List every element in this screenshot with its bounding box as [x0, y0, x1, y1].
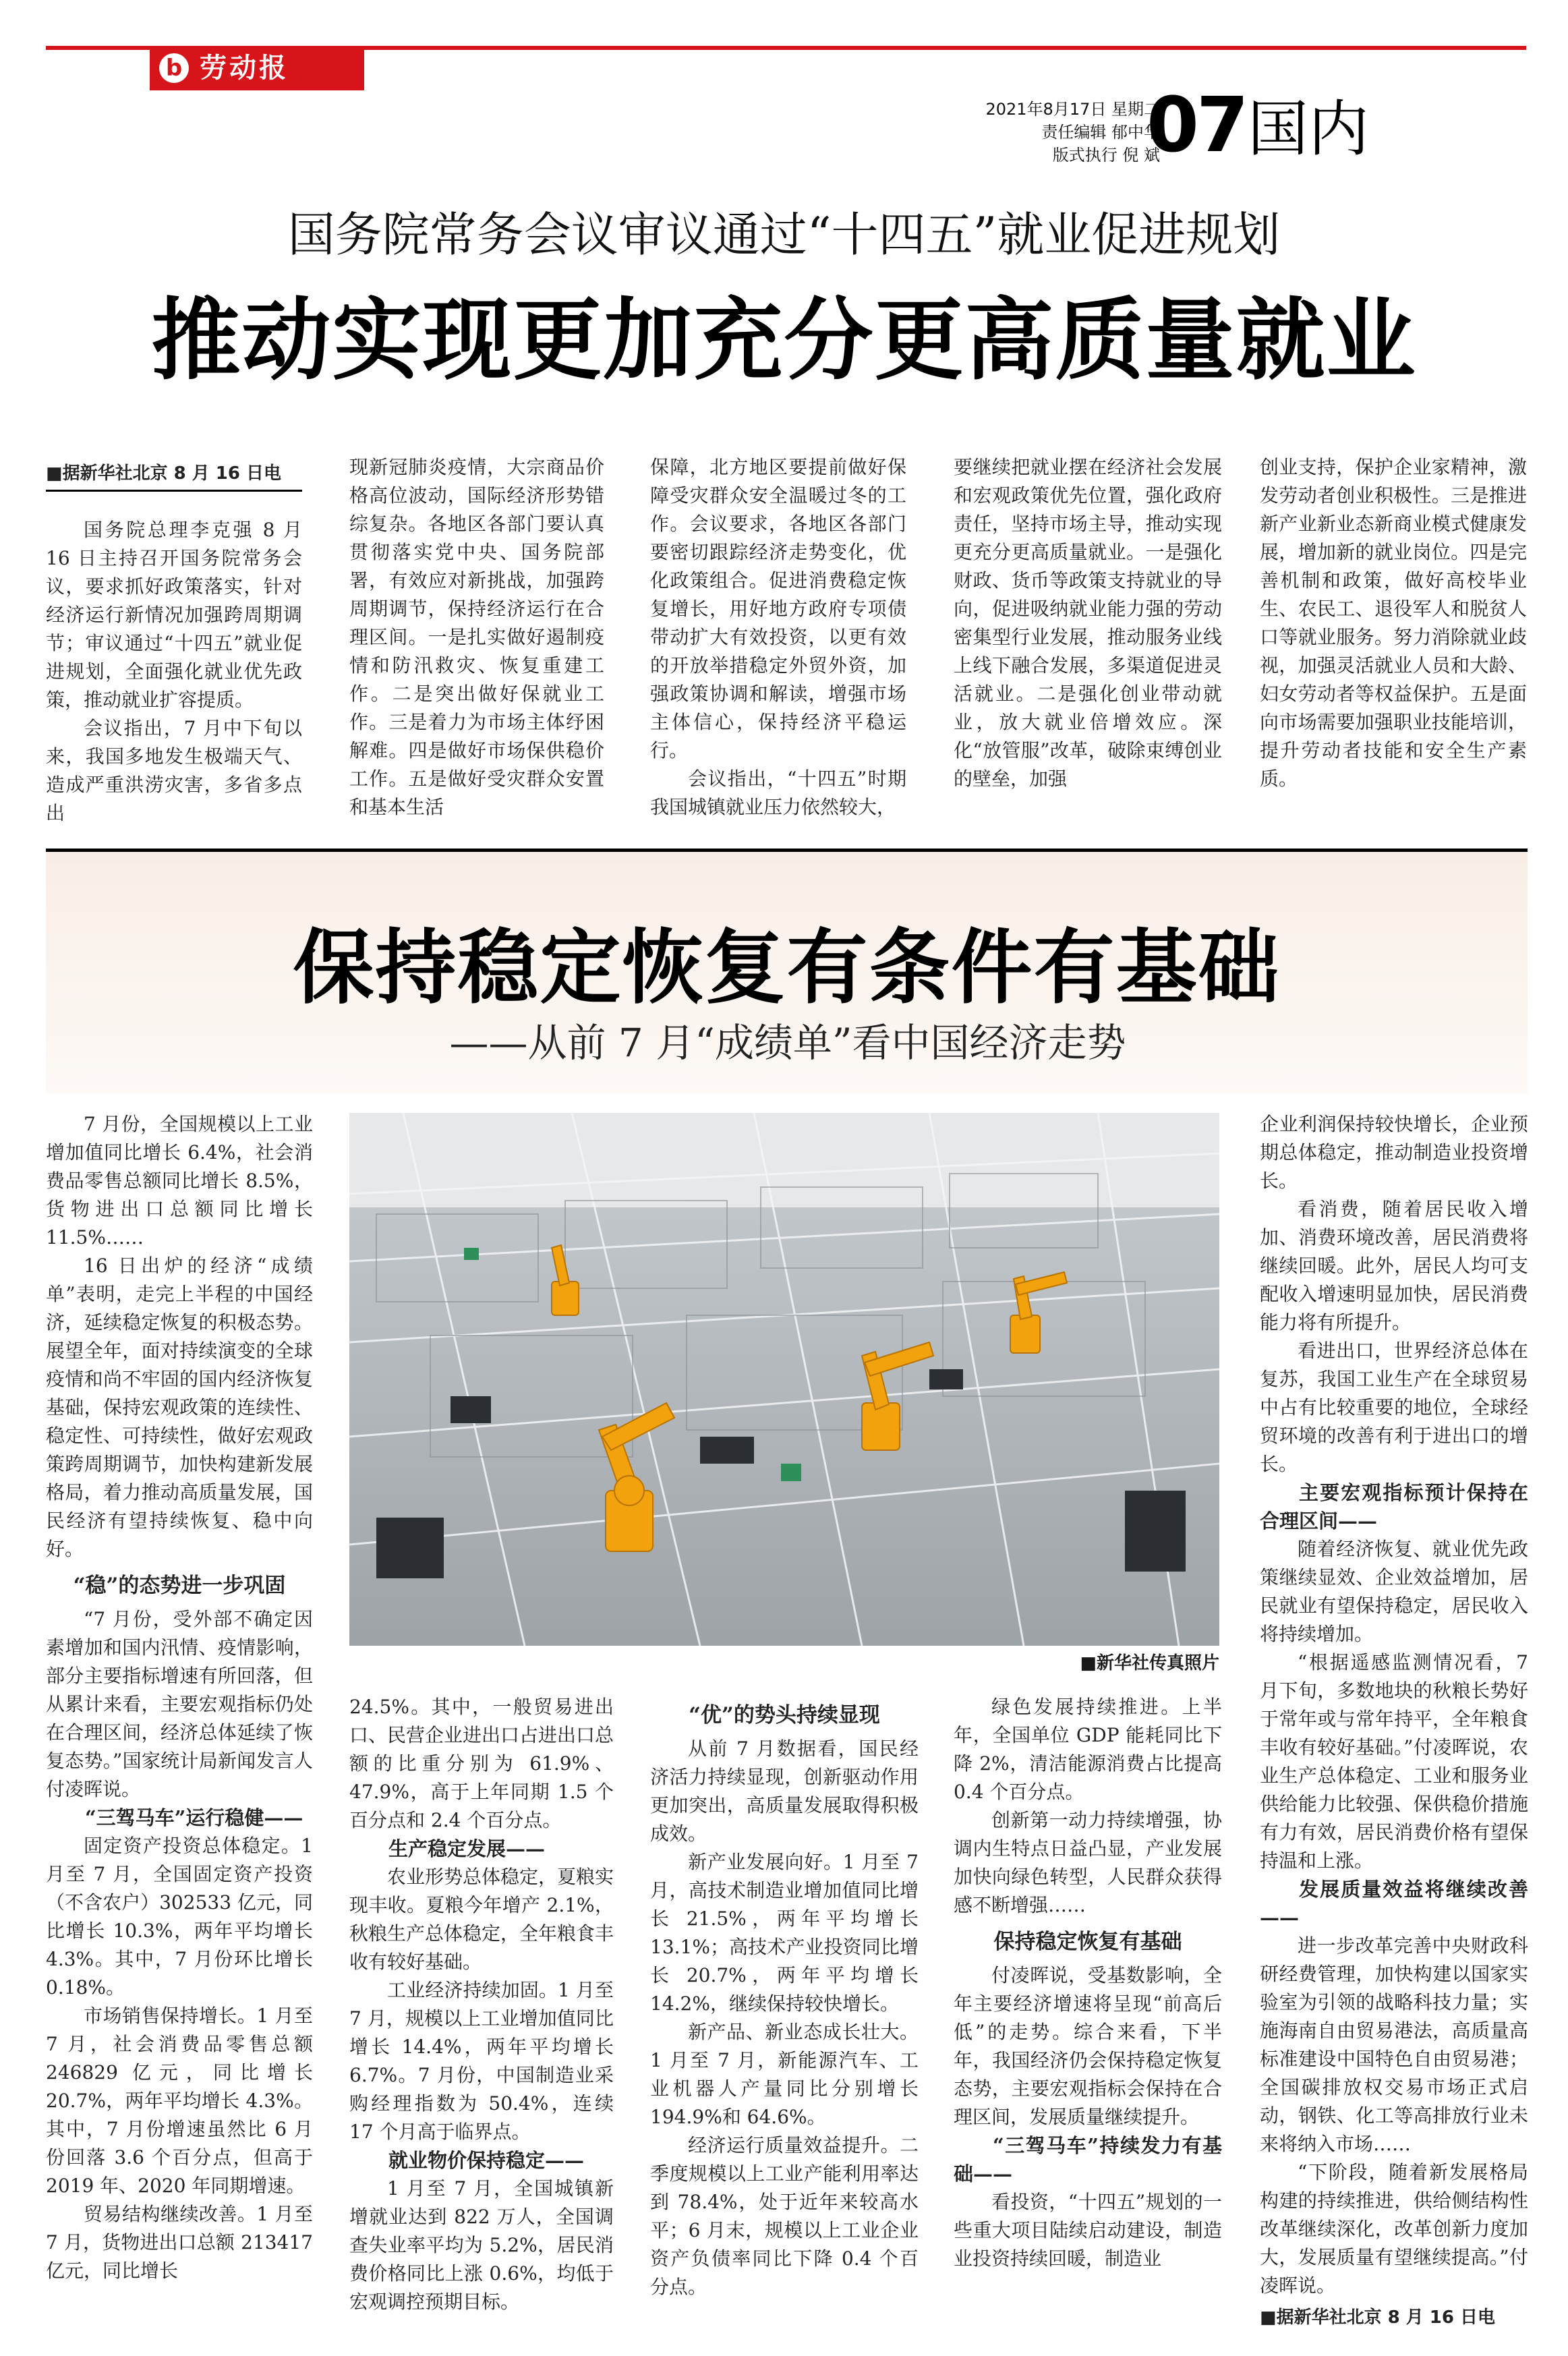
article1-kicker: 国务院常务会议审议通过“十四五”就业促进规划	[287, 207, 1281, 262]
article2-col1	[46, 1110, 313, 2285]
paper-name: 劳动报	[200, 52, 289, 84]
article2-subhead: ——从前 7 月“成绩单”看中国经济走势	[449, 1020, 1126, 1066]
robotic-arms-workshop-image	[349, 1113, 1219, 1646]
paragraph: 24.5%。其中，一般贸易进出口、民营企业进出口占进出口总额的比重分别为 61.9%、47.9%，高于上年同期 1.5 个百分点和 2.4 个百分点。	[349, 1696, 614, 1831]
paragraph: 现新冠肺炎疫情，大宗商品价格高位波动，国际经济形势错综复杂。各地区各部门要认真贯彻落实党中央、国务院部署，有效应对新挑战，加强跨周期调节，保持经济运行在合理区间。一是扎实做好遏制疫情和防汛救灾、恢复重建工作。二是突出做好保就业工作。三是着力为市场主体纾困解难。四是做好市场保供稳价工作。五是做好受灾群众安置和基本生活	[349, 456, 604, 818]
paragraph: 16 日出炉的经济“成绩单”表明，走完上半程的中国经济，延续稳定恢复的积极态势。展望全年，面对持续演变的全球疫情和尚不牢固的国内经济恢复基础，保持宏观政策的连续性、稳定性、可持续性，做好宏观政策跨周期调节，加快构建新发展格局，着力推动高质量发展，国民经济有望持续恢复、稳中向好。	[46, 1255, 313, 1560]
bold-lead: 就业物价保持稳定——	[388, 2149, 585, 2172]
paragraph: 经济运行质量效益提升。二季度规模以上工业产能利用率达到 78.4%，处于近年来较高水平；6 月末，规模以上工业企业资产负债率同比下降 0.4 个百分点。	[650, 2134, 919, 2298]
issue-info	[958, 98, 1160, 167]
article1-source: ■据新华社北京 8 月 16 日电	[46, 460, 302, 492]
article1-col1	[46, 460, 302, 828]
article1-col2	[349, 453, 604, 822]
section-name: 国内	[1248, 94, 1369, 165]
paragraph: 保障，北方地区要提前做好保障受灾群众安全温暖过冬的工作。会议要求，各地区各部门要密切跟踪经济走势变化，优化政策组合。促进消费稳定恢复增长，用好地方政府专项债带动扩大有效投资，以更有效的开放举措稳定外贸外资，加强政策协调和解读，增强市场主体信心，保持经济平稳运行。	[650, 456, 906, 762]
paragraph: 市场销售保持增长。1 月至 7 月，社会消费品零售总额 246829 亿元，同比增长 20.7%，两年平均增长 4.3%。其中，7 月份增速虽然比 6 月份回落 3.6 个百分点，但高于 2019 年、2020 年同期增速。	[46, 2005, 313, 2197]
section-subheading: “稳”的态势进一步巩固	[73, 1574, 286, 1598]
article1-headline: 推动实现更加充分更高质量就业	[151, 288, 1417, 393]
paragraph: 看投资，“十四五”规划的一些重大项目陆续启动建设，制造业投资持续回暖，制造业	[954, 2191, 1222, 2270]
section-subheading: “优”的势头持续显现	[689, 1703, 880, 1727]
paragraph: “根据遥感监测情况看，7 月下旬，多数地块的秋粮长势好于常年或与常年持平，全年粮食丰收有较好基础。”付凌晖说，农业生产总体稳定、工业和服务业供给能力比较强、保供稳价措施有力有效，居民消费价格有望保持温和上涨。	[1260, 1651, 1528, 1872]
paragraph: 企业利润保持较快增长，企业预期总体稳定，推动制造业投资增长。	[1260, 1113, 1528, 1192]
issue-date: 2021年8月17日 星期二	[985, 100, 1160, 119]
bold-lead: “三驾马车”持续发力有基础——	[954, 2134, 1222, 2185]
paragraph: 会议指出，“十四五”时期我国城镇就业压力依然较大，	[650, 768, 906, 818]
paragraph: 随着经济恢复、就业优先政策继续显效、企业效益增加，居民就业有望保持稳定，居民收入将持续增加。	[1260, 1538, 1528, 1645]
bold-lead: 发展质量效益将继续改善——	[1260, 1878, 1528, 1929]
article2-col4	[954, 1693, 1222, 2273]
bold-lead: 主要宏观指标预计保持在合理区间——	[1260, 1481, 1528, 1532]
paragraph: 会议指出，7 月中下旬以来，我国多地发生极端天气、造成严重洪涝灾害，多省多点出	[46, 717, 302, 824]
section-subheading: 保持稳定恢复有基础	[993, 1930, 1182, 1954]
paragraph: 看消费，随着居民收入增加、消费环境改善，居民消费将继续回暖。此外，居民人均可支配收入增速明显加快，居民消费能力将有所提升。	[1260, 1198, 1528, 1333]
article1-col3	[650, 453, 906, 822]
bold-lead: 生产稳定发展——	[388, 1837, 546, 1860]
factory-robot-photo	[349, 1113, 1219, 1646]
responsible-editor: 责任编辑 郁中华	[1041, 123, 1160, 142]
paragraph: “下阶段，随着新发展格局构建的持续推进，供给侧结构性改革继续深化，改革创新力度加大，发展质量有望继续提高。”付凌晖说。	[1260, 2161, 1528, 2297]
paragraph: 新产业发展向好。1 月至 7 月，高技术制造业增加值同比增长 21.5%，两年平均增长 13.1%；高技术产业投资同比增长 20.7%，两年平均增长 14.2%，继续保持较快增长。	[650, 1851, 919, 2015]
paragraph: 国务院总理李克强 8 月 16 日主持召开国务院常务会议，要求抓好政策落实，针对经济运行新情况加强跨周期调节；审议通过“十四五”就业促进规划，全面强化就业优先政策，推动就业扩容提质。	[46, 519, 302, 711]
paragraph: “7 月份，受外部不确定因素增加和国内汛情、疫情影响，部分主要指标增速有所回落，但从累计来看，主要宏观指标仍处在合理区间，经济总体延续了恢复态势。”国家统计局新闻发言人付凌晖说。	[46, 1608, 313, 1800]
paragraph: 1 月至 7 月，全国城镇新增就业达到 822 万人，全国调查失业率平均为 5.2%，居民消费价格同比上涨 0.6%，均低于宏观调控预期目标。	[349, 2177, 614, 2313]
article2-col3	[650, 1693, 919, 2301]
paragraph: 农业形势总体稳定，夏粮实现丰收。夏粮今年增产 2.1%，秋粮生产总体稳定，全年粮食丰收有较好基础。	[349, 1866, 614, 1973]
paragraph: 7 月份，全国规模以上工业增加值同比增长 6.4%，社会消费品零售总额同比增长 8.5%，货物进出口总额同比增长 11.5%……	[46, 1113, 313, 1248]
article2-col5	[1260, 1110, 1528, 2331]
paragraph: 要继续把就业摆在经济社会发展和宏观政策优先位置，强化政府责任，坚持市场主导，推动实现更充分更高质量就业。一是强化财政、货币等政策支持就业的导向，促进吸纳就业能力强的劳动密集型行业发展，推动服务业线上线下融合发展，多渠道促进灵活就业。二是强化创业带动就业，放大就业倍增效应。深化“放管服”改革，破除束缚创业的壁垒，加强	[954, 456, 1222, 790]
paragraph: 从前 7 月数据看，国民经济活力持续显现，创新驱动作用更加突出，高质量发展取得积极成效。	[650, 1737, 919, 1845]
article1-col4	[954, 453, 1222, 793]
photo-credit: ■新华社传真照片	[1080, 1653, 1219, 1673]
article1-col5	[1260, 453, 1527, 793]
paragraph: 工业经济持续加固。1 月至 7 月，规模以上工业增加值同比增长 14.4%，两年平均增长 6.7%。7 月份，中国制造业采购经理指数为 50.4%，连续 17 个月高于临界点。	[349, 1979, 614, 2143]
article2-source: ■据新华社北京 8 月 16 日电	[1260, 2307, 1496, 2328]
paragraph: 看进出口，世界经济总体在复苏，我国工业生产在全球贸易中占有比较重要的地位，全球经贸环境的改善有利于进出口的增长。	[1260, 1340, 1528, 1475]
paragraph: 新产品、新业态成长壮大。1 月至 7 月，新能源汽车、工业机器人产量同比分别增长 194.9%和 64.6%。	[650, 2021, 919, 2128]
paragraph: 创新第一动力持续增强，协调内生特点日益凸显，产业发展加快向绿色转型，人民群众获得感不断增强……	[954, 1809, 1222, 1916]
paragraph: 付凌晖说，受基数影响，全年主要经济增速将呈现“前高后低”的走势。综合来看，下半年，我国经济仍会保持稳定恢复态势，主要宏观指标会保持在合理区间，发展质量继续提升。	[954, 1964, 1222, 2128]
paragraph: 进一步改革完善中央财政科研经费管理，加快构建以国家实验室为引领的战略科技力量；实施海南自由贸易港法，高质量高标准建设中国特色自由贸易港；全国碳排放权交易市场正式启动，钢铁、化工等高排放行业未来将纳入市场……	[1260, 1934, 1528, 2155]
paragraph: 固定资产投资总体稳定。1 月至 7 月，全国固定资产投资（不含农户）302533 亿元，同比增长 10.3%，两年平均增长 4.3%。其中，7 月份环比增长 0.18%。	[46, 1835, 313, 1999]
layout-editor: 版式执行 倪 斌	[1052, 146, 1160, 165]
article2-headline: 保持稳定恢复有条件有基础	[293, 920, 1281, 1015]
newspaper-logo	[150, 46, 364, 90]
paragraph: 绿色发展持续推进。上半年，全国单位 GDP 能耗同比下降 2%，清洁能源消费占比提高 0.4 个百分点。	[954, 1696, 1222, 1803]
article2-col2	[349, 1693, 614, 2316]
bold-lead: “三驾马车”运行稳健——	[85, 1806, 303, 1829]
paragraph: 创业支持，保护企业家精神，激发劳动者创业积极性。三是推进新产业新业态新商业模式健康发展，增加新的就业岗位。四是完善机制和政策，做好高校毕业生、农民工、退役军人和脱贫人口等就业服务。努力消除就业歧视，加强灵活就业人员和大龄、妇女劳动者等权益保护。五是面向市场需要加强职业技能培训，提升劳动者技能和安全生产素质。	[1260, 456, 1527, 790]
logo-icon: b	[159, 53, 189, 83]
page-number: 07	[1146, 82, 1246, 169]
paragraph: 贸易结构继续改善。1 月至 7 月，货物进出口总额 213417 亿元，同比增长	[46, 2203, 313, 2282]
